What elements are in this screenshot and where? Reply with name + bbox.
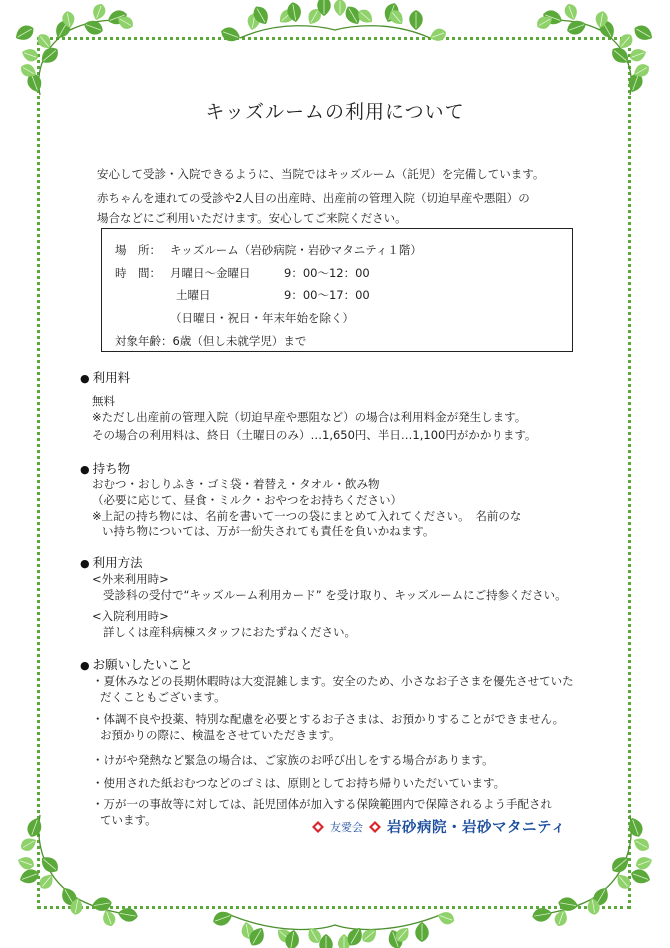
bullet-icon: ● [80, 557, 90, 570]
yuaikai-mark-icon [369, 821, 381, 833]
section-heading-requests: ● お願いしたいこと [80, 657, 193, 672]
corner-vine-top-right [534, 2, 655, 95]
request-line-2: だくこともございます。 [100, 690, 226, 704]
fee-line-1: 無料 [92, 394, 115, 408]
method-outpatient-head: <外来利用時> [92, 572, 169, 586]
corner-vine-top-left [13, 2, 136, 95]
bottom-center-vine [211, 909, 456, 948]
corner-vine-bottom-left [16, 815, 139, 928]
hospital-name: 岩砂病院・岩砂マタニティ [387, 820, 566, 836]
info-saturday-label: 土曜日 [176, 288, 211, 302]
info-saturday-hours: 9：00～17：00 [284, 288, 370, 302]
bullet-icon: ● [80, 463, 90, 476]
items-line-2: （必要に応じて、昼食・ミルク・おやつをお持ちください） [92, 493, 403, 507]
info-place-label: 場 所： [115, 243, 161, 257]
items-line-4: い持ち物については、万が一紛失されても責任を負いかねます。 [102, 524, 435, 538]
info-time-label: 時 間： [115, 266, 161, 280]
yuaikai-mark-icon [312, 821, 324, 833]
fee-line-2: ※ただし出産前の管理入院（切迫早産や悪阻など）の場合は利用料金が発生します。 [92, 410, 527, 424]
info-age: 対象年齢：6歳（但し未就学児）まで [115, 334, 307, 348]
top-center-vine [219, 0, 448, 44]
request-line-6: ・使用された紙おむつなどのゴミは、原則としてお持ち帰りいただいています。 [92, 776, 506, 790]
request-line-8: ています。 [100, 813, 157, 827]
method-outpatient-text: 受診科の受付で“キッズルーム利用カード” を受け取り、キッズルームにご持参ください。 [103, 588, 567, 602]
page-title: キッズルームの利用について [205, 101, 465, 123]
org-name: 友愛会 [330, 820, 363, 834]
bullet-icon: ● [80, 372, 90, 385]
section-heading-fee: ● 利用料 [80, 370, 131, 385]
method-inpatient-text: 詳しくは産科病棟スタッフにおたずねください。 [103, 625, 356, 639]
request-line-1: ・夏休みなどの長期休暇時は大変混雑します。安全のため、小さなお子さまを優先させていた [92, 674, 574, 688]
hospital-logo [312, 816, 566, 837]
section-heading-method: ● 利用方法 [80, 555, 143, 570]
info-weekday-hours: 9：00～12：00 [284, 266, 370, 280]
info-weekday-label: 月曜日～金曜日 [170, 266, 251, 280]
intro-line-2: 赤ちゃんを連れての受診や2人目の出産時、出産前の管理入院（切迫早産や悪阻）の [97, 191, 530, 205]
method-inpatient-head: <入院利用時> [92, 609, 169, 623]
request-line-4: お預かりの際に、検温をさせていただきます。 [100, 728, 341, 742]
bullet-icon: ● [80, 659, 90, 672]
items-line-3: ※上記の持ち物には、名前を書いて一つの袋にまとめて入れてください。 名前のな [92, 509, 522, 523]
intro-line-3: 場合などにご利用いただけます。安心してご来院ください。 [97, 211, 407, 225]
request-line-7: ・万が一の事故等に対しては、託児団体が加入する保険範囲内で保障されるよう手配され [92, 797, 552, 811]
items-line-1: おむつ・おしりふき・ゴミ袋・着替え・タオル・飲み物 [92, 477, 380, 491]
info-closed-note: （日曜日・祝日・年末年始を除く） [170, 311, 354, 325]
request-line-5: ・けがや発熱など緊急の場合は、ご家族のお呼び出しをする場合があります。 [92, 753, 494, 767]
info-place-value: キッズルーム（岩砂病院・岩砂マタニティ１階） [170, 243, 422, 257]
fee-line-3: その場合の利用料は、終日（土曜日のみ）…1,650円、半日…1,100円がかかります。 [92, 428, 537, 442]
request-line-3: ・体調不良や投薬、特別な配慮を必要とするお子さまは、お預かりすることができません。 [92, 712, 565, 726]
section-heading-items: ● 持ち物 [80, 461, 131, 476]
intro-line-1: 安心して受診・入院できるように、当院ではキッズルーム（託児）を完備しています。 [97, 167, 545, 181]
